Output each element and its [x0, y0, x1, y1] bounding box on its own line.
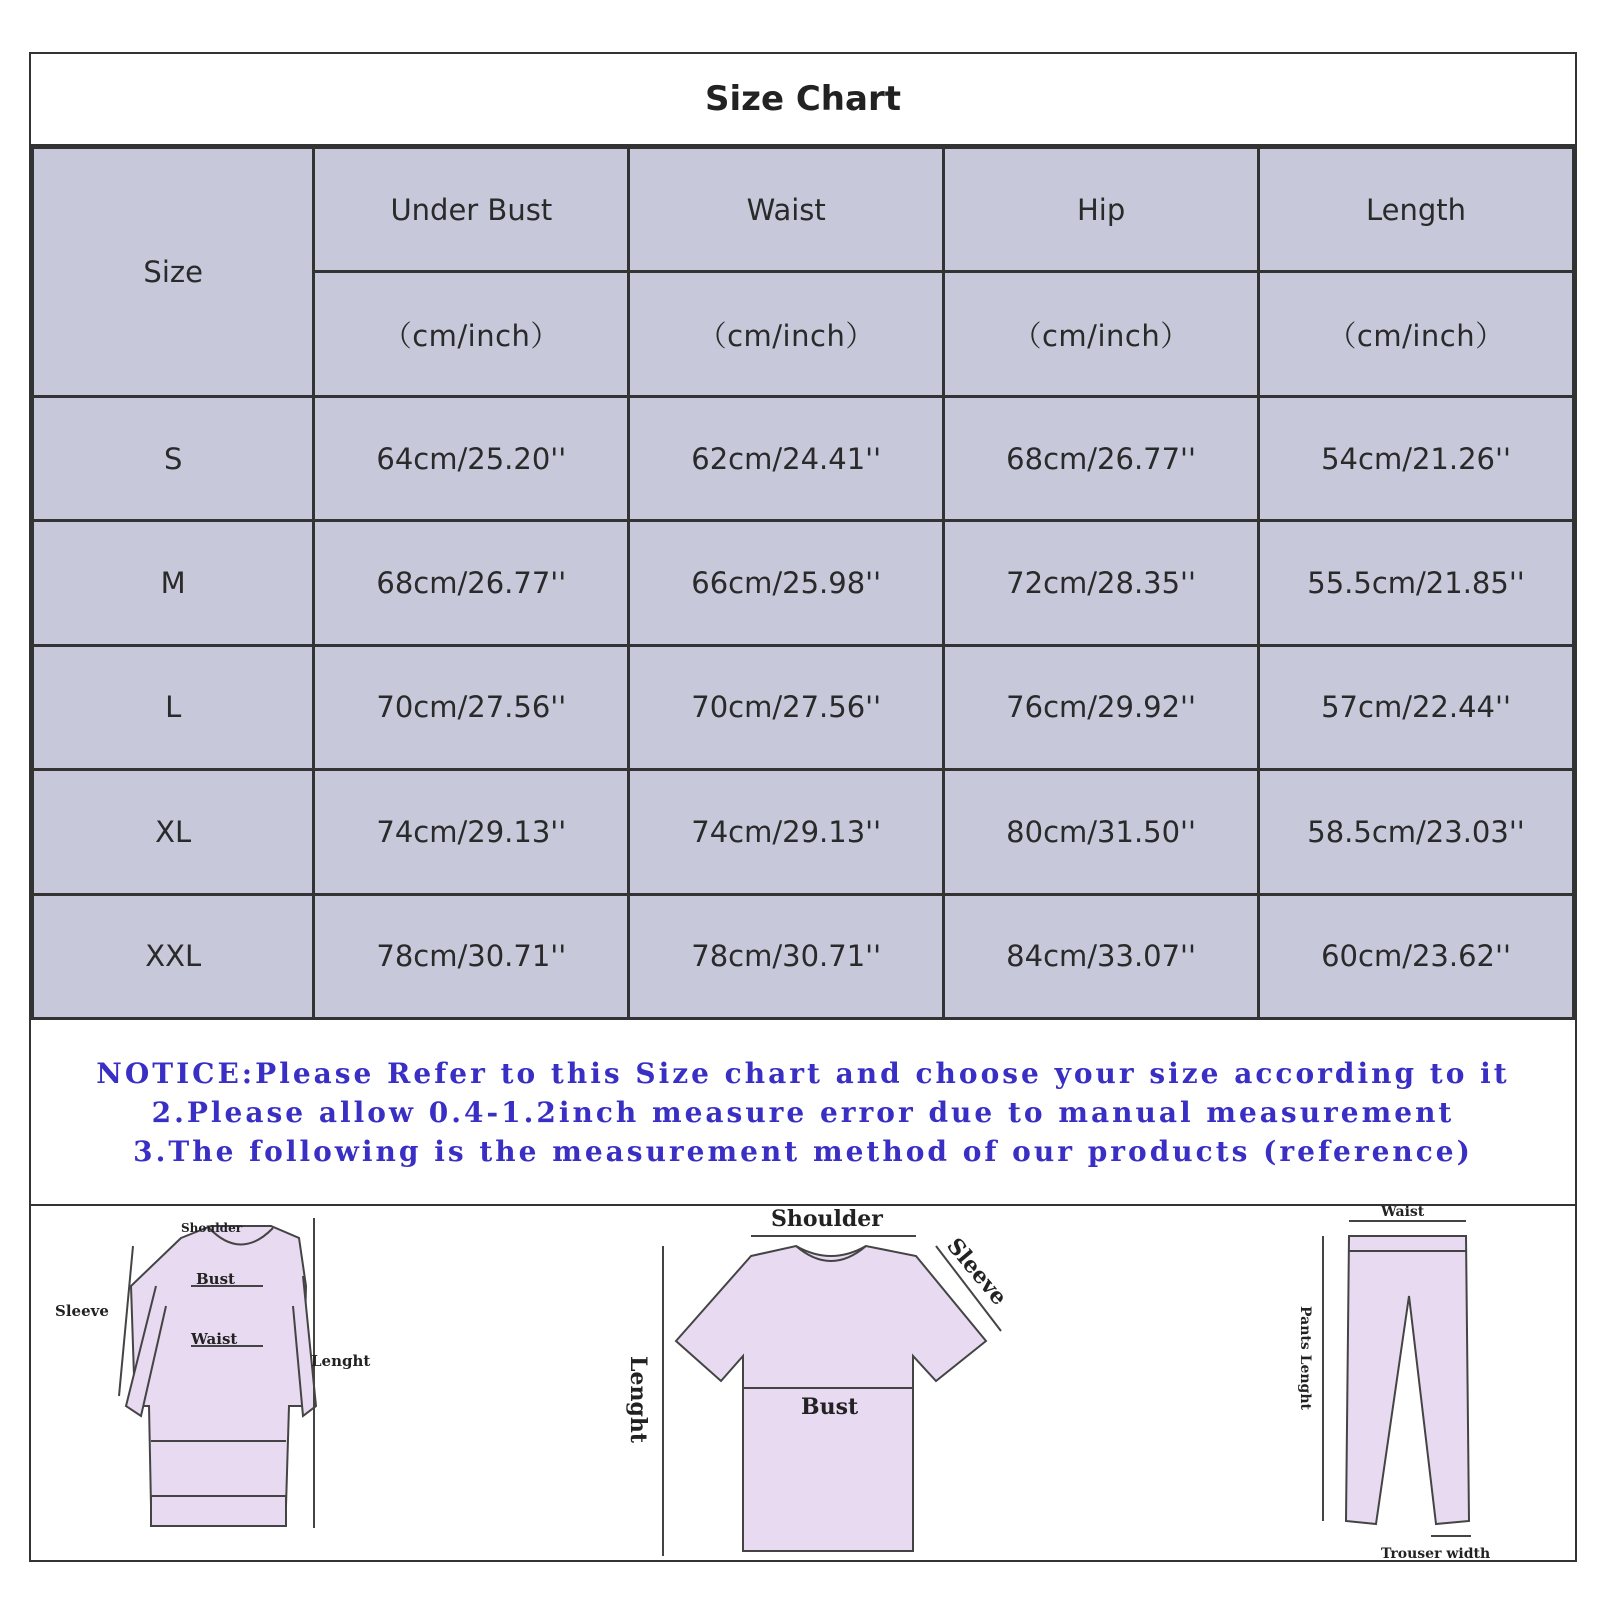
value-cell: 76cm/29.92'': [944, 645, 1259, 769]
diagrams-svg: [31, 1206, 1575, 1560]
size-cell: XL: [33, 770, 314, 894]
tshirt-shoulder-label: Shoulder: [771, 1206, 883, 1232]
notice-line: 2.Please allow 0.4-1.2inch measure error due to manual measurement: [151, 1095, 1455, 1129]
measurement-diagrams: [31, 1206, 1575, 1560]
value-cell: 62cm/24.41'': [629, 396, 944, 520]
value-cell: 78cm/30.71'': [314, 894, 629, 1018]
column-header: Length: [1259, 148, 1574, 272]
pants-width-label: Trouser width: [1381, 1546, 1491, 1560]
tshirt-sleeve-label: Sleeve: [941, 1233, 1013, 1311]
value-cell: 74cm/29.13'': [629, 770, 944, 894]
notice-line: 3.The following is the measurement method of our products (reference): [133, 1134, 1473, 1168]
dress-bust-label: Bust: [196, 1270, 235, 1288]
tshirt-length-label: Lenght: [625, 1356, 651, 1444]
dress-shape: [131, 1226, 306, 1506]
value-cell: 78cm/30.71'': [629, 894, 944, 1018]
size-cell: S: [33, 396, 314, 520]
dress-waist-label: Waist: [191, 1330, 238, 1348]
size-cell: M: [33, 521, 314, 645]
value-cell: 64cm/25.20'': [314, 396, 629, 520]
column-header: Waist: [629, 148, 944, 272]
value-cell: 60cm/23.62'': [1259, 894, 1574, 1018]
table-row: [33, 521, 1574, 645]
value-cell: 54cm/21.26'': [1259, 396, 1574, 520]
tshirt-bust-label: Bust: [801, 1394, 859, 1420]
value-cell: 74cm/29.13'': [314, 770, 629, 894]
chart-title: Size Chart: [31, 54, 1575, 146]
value-cell: 57cm/22.44'': [1259, 645, 1574, 769]
value-cell: 70cm/27.56'': [629, 645, 944, 769]
table-row: [33, 645, 1574, 769]
size-chart-frame: [29, 52, 1577, 1562]
pants-shape: [1346, 1236, 1469, 1524]
value-cell: 70cm/27.56'': [314, 645, 629, 769]
value-cell: 68cm/26.77'': [944, 396, 1259, 520]
value-cell: 55.5cm/21.85'': [1259, 521, 1574, 645]
table-header-row: [33, 148, 1574, 272]
size-cell: XXL: [33, 894, 314, 1018]
dress-sleeve-label: Sleeve: [55, 1302, 109, 1320]
dress-sleeve-line: [119, 1246, 133, 1396]
value-cell: 72cm/28.35'': [944, 521, 1259, 645]
notice-block: [31, 1020, 1575, 1206]
pants-length-label: Pants Lenght: [1297, 1306, 1313, 1410]
size-header: Size: [33, 148, 314, 397]
column-unit: （cm/inch）: [629, 272, 944, 396]
notice-line: NOTICE:Please Refer to this Size chart and choose your size according to it: [96, 1056, 1510, 1090]
dress-hem: [151, 1496, 286, 1526]
dress-diagram: [119, 1218, 316, 1528]
dress-shoulder-label: Shoulder: [181, 1221, 243, 1235]
column-unit: （cm/inch）: [944, 272, 1259, 396]
column-unit: （cm/inch）: [1259, 272, 1574, 396]
column-header: Under Bust: [314, 148, 629, 272]
table-row: [33, 396, 1574, 520]
dress-length-label: Lenght: [311, 1352, 371, 1370]
value-cell: 84cm/33.07'': [944, 894, 1259, 1018]
column-unit: （cm/inch）: [314, 272, 629, 396]
size-table: [31, 146, 1575, 1020]
value-cell: 80cm/31.50'': [944, 770, 1259, 894]
table-row: [33, 770, 1574, 894]
value-cell: 66cm/25.98'': [629, 521, 944, 645]
pants-diagram: [1323, 1221, 1471, 1536]
pants-waist-label: Waist: [1381, 1206, 1425, 1220]
size-cell: L: [33, 645, 314, 769]
column-header: Hip: [944, 148, 1259, 272]
table-row: [33, 894, 1574, 1018]
value-cell: 58.5cm/23.03'': [1259, 770, 1574, 894]
value-cell: 68cm/26.77'': [314, 521, 629, 645]
